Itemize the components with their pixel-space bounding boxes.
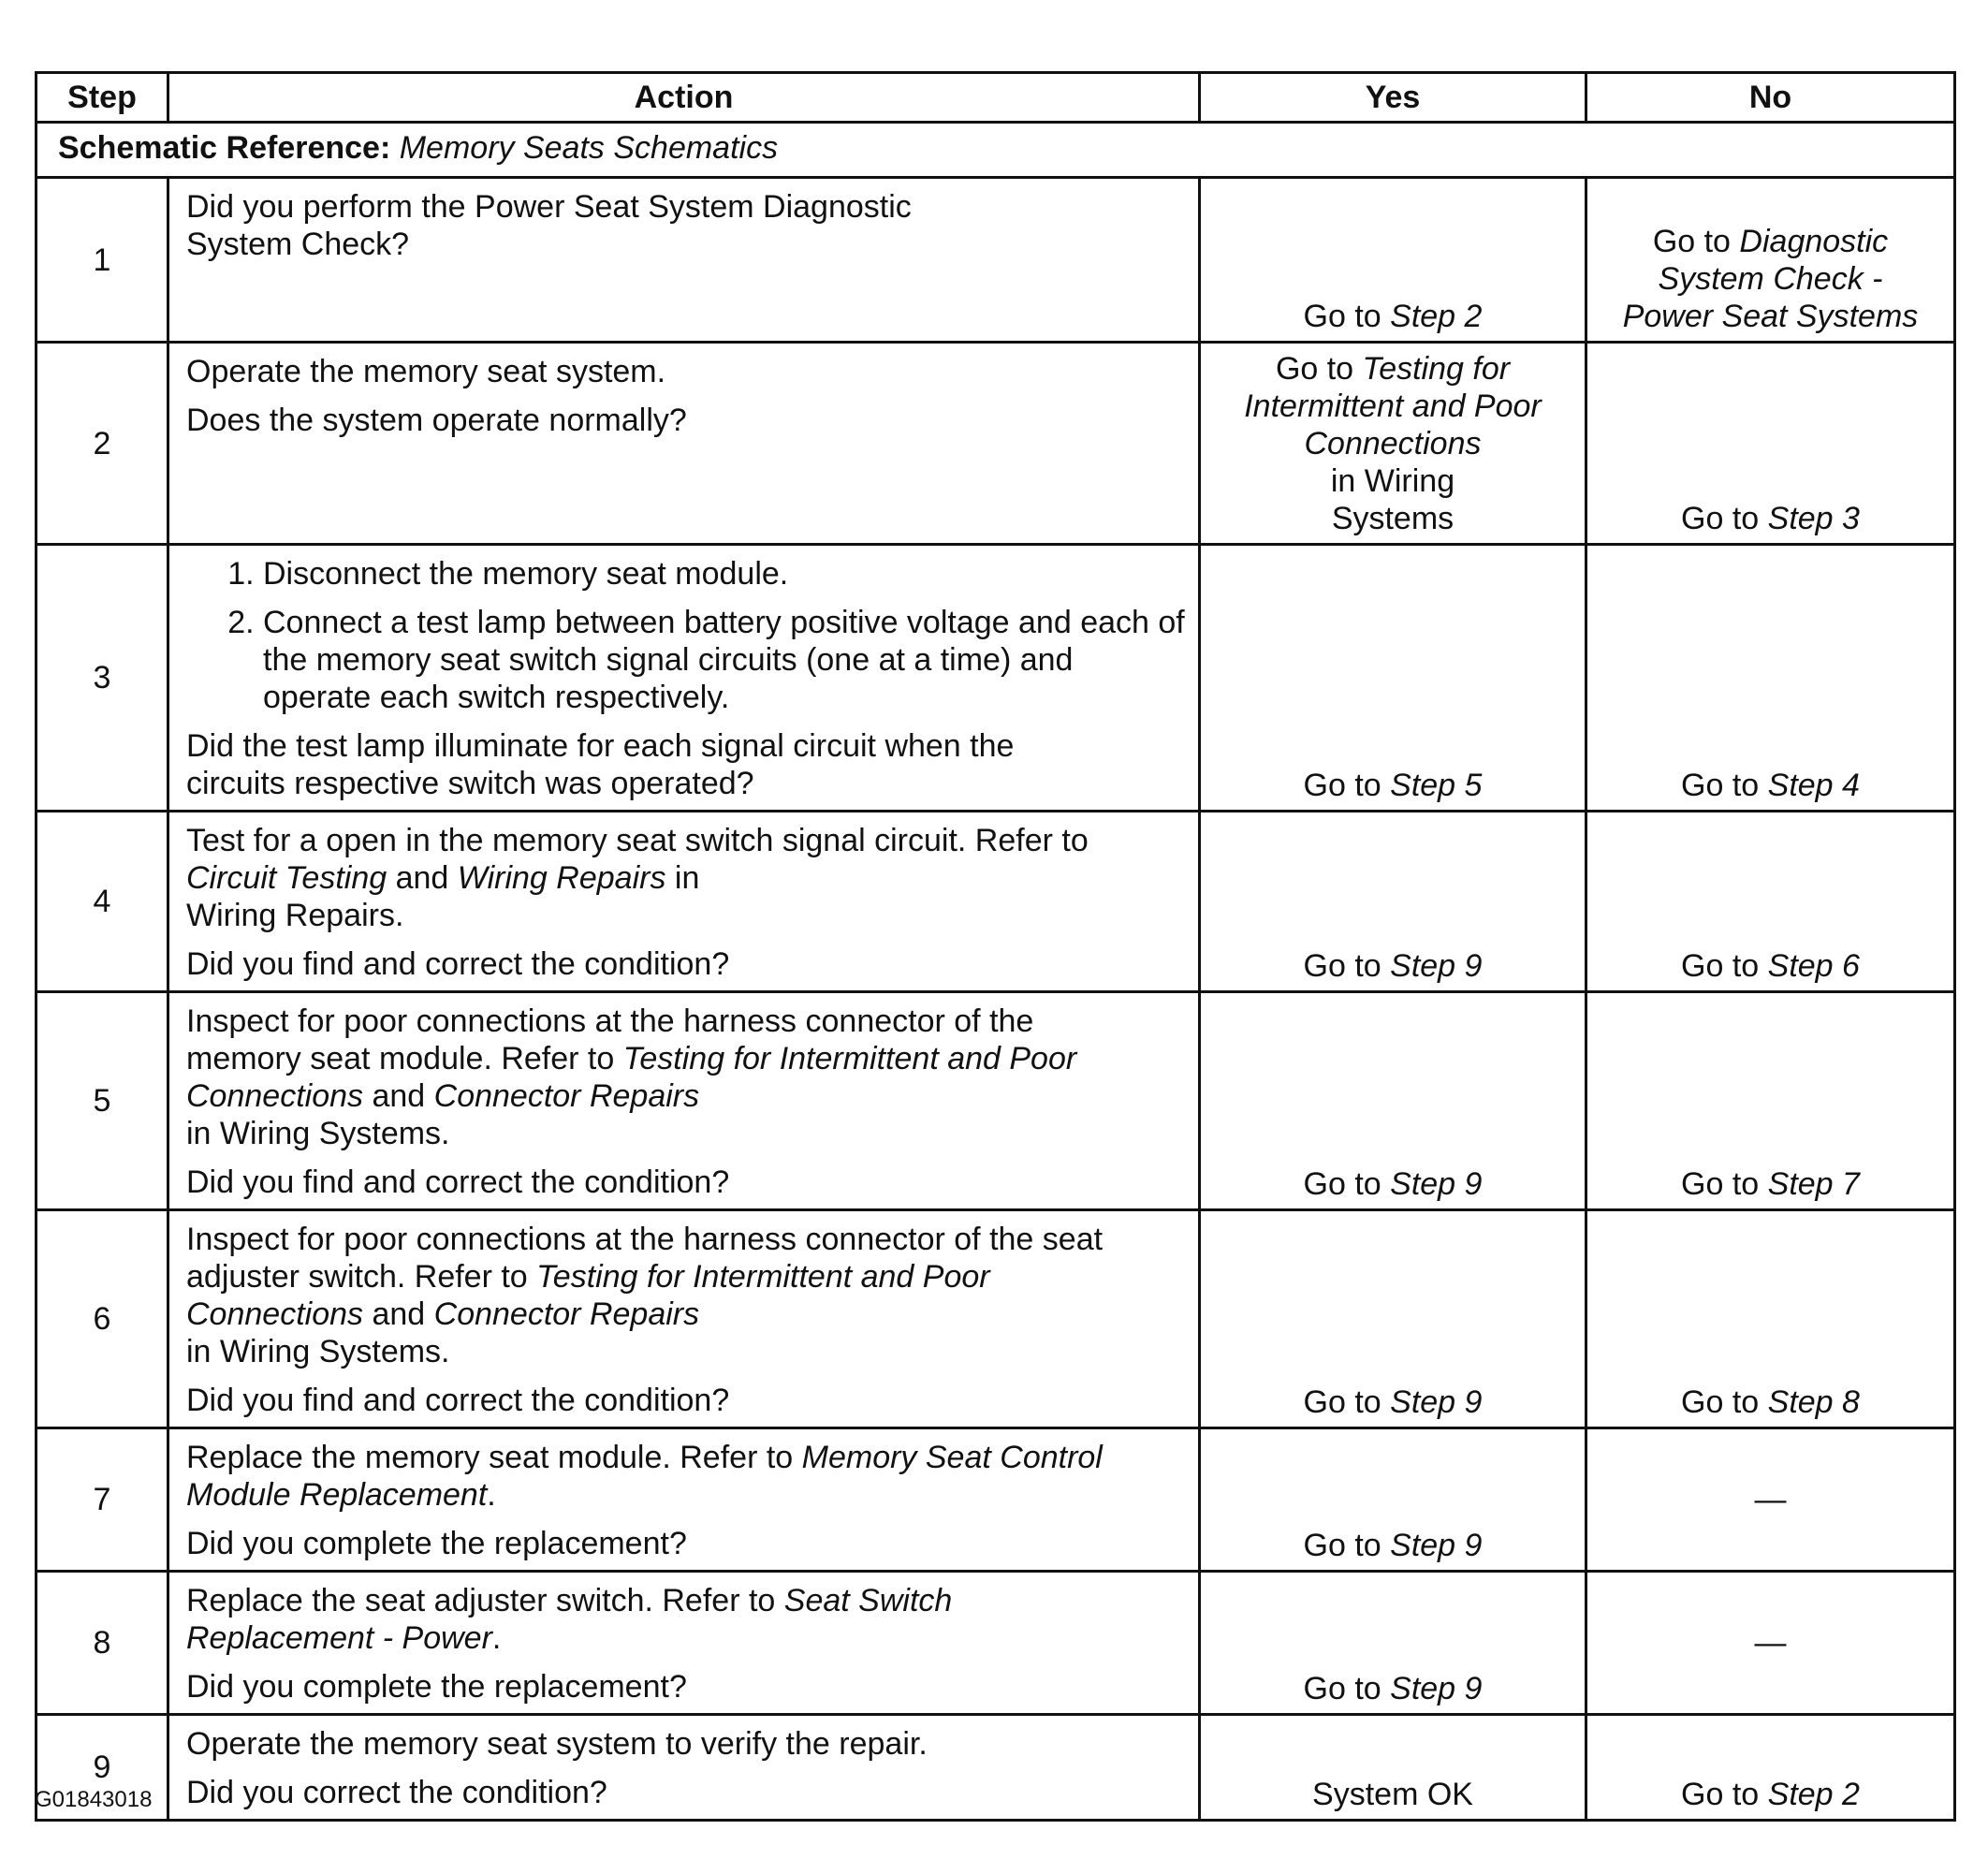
yes-link[interactable]: Intermittent and Poor bbox=[1244, 388, 1542, 424]
action-paragraph bbox=[186, 402, 1185, 439]
action-link[interactable]: Testing for Intermittent and Poor bbox=[536, 1259, 990, 1295]
no-result bbox=[1586, 1210, 1955, 1428]
action-text: Did you find and correct the condition? bbox=[186, 946, 730, 982]
action-paragraph bbox=[186, 727, 1185, 802]
yes-link[interactable]: Testing for bbox=[1362, 351, 1511, 387]
action-text: Disconnect the memory seat module. bbox=[263, 556, 789, 592]
yes-text: Go to bbox=[1303, 299, 1391, 334]
schematic-reference-link[interactable]: Memory Seats Schematics bbox=[399, 130, 779, 166]
yes-text: Go to bbox=[1303, 768, 1391, 803]
action-substep bbox=[263, 555, 1185, 593]
yes-link[interactable]: Step 9 bbox=[1390, 1528, 1483, 1563]
step-number: 3 bbox=[37, 545, 168, 812]
action-link[interactable]: Module Replacement bbox=[186, 1477, 488, 1513]
yes-link[interactable]: Step 9 bbox=[1390, 948, 1483, 984]
action-link[interactable]: Replacement - Power bbox=[186, 1620, 492, 1656]
action-text: Did you perform the Power Seat System Diagnostic bbox=[186, 189, 912, 225]
yes-text: Go to bbox=[1303, 948, 1391, 984]
action-text: Did you find and correct the condition? bbox=[186, 1383, 730, 1418]
action-text: System Check? bbox=[186, 227, 410, 262]
schematic-reference bbox=[37, 123, 1955, 178]
no-text: Go to bbox=[1681, 1166, 1768, 1202]
step-row bbox=[37, 343, 1955, 545]
step-action bbox=[168, 1572, 1200, 1715]
step-action bbox=[168, 1428, 1200, 1572]
no-result-dash: — bbox=[1754, 1482, 1787, 1517]
yes-link[interactable]: Step 5 bbox=[1390, 768, 1483, 803]
yes-text: Go to bbox=[1303, 1671, 1391, 1706]
step-row bbox=[37, 812, 1955, 992]
yes-link[interactable]: Connections bbox=[1304, 426, 1482, 461]
action-text: Replace the memory seat module. Refer to bbox=[186, 1440, 802, 1475]
step-row bbox=[37, 992, 1955, 1210]
step-number: 1 bbox=[37, 178, 168, 343]
step-number: 4 bbox=[37, 812, 168, 992]
action-paragraph bbox=[186, 822, 1185, 934]
action-text: circuits respective switch was operated? bbox=[186, 766, 754, 801]
action-link[interactable]: Circuit Testing bbox=[186, 860, 387, 896]
step-number: 6 bbox=[37, 1210, 168, 1428]
action-paragraph bbox=[186, 1725, 1185, 1763]
no-result bbox=[1586, 992, 1955, 1210]
action-text: Did you find and correct the condition? bbox=[186, 1164, 730, 1200]
action-paragraph bbox=[186, 1525, 1185, 1562]
yes-text: Go to bbox=[1303, 1384, 1391, 1420]
action-paragraph bbox=[186, 1382, 1185, 1419]
diagnostic-table bbox=[35, 71, 1956, 1822]
no-link[interactable]: Diagnostic bbox=[1739, 224, 1889, 259]
no-result-text bbox=[1587, 223, 1953, 335]
action-text: in Wiring Systems. bbox=[186, 1334, 450, 1369]
action-substep bbox=[263, 604, 1185, 716]
no-result-text bbox=[1587, 500, 1953, 537]
action-paragraph bbox=[186, 353, 1185, 390]
yes-text: Go to bbox=[1303, 1528, 1391, 1563]
header-row bbox=[37, 73, 1955, 123]
step-action bbox=[168, 992, 1200, 1210]
no-result-text bbox=[1587, 1165, 1953, 1203]
action-link[interactable]: Connector Repairs bbox=[433, 1296, 700, 1332]
yes-link[interactable]: Step 9 bbox=[1390, 1384, 1483, 1420]
action-text: Did you complete the replacement? bbox=[186, 1669, 687, 1705]
no-text: Go to bbox=[1652, 224, 1740, 259]
step-row bbox=[37, 178, 1955, 343]
yes-text: Systems bbox=[1331, 501, 1454, 536]
step-row bbox=[37, 1715, 1955, 1821]
header-step: Step bbox=[37, 73, 168, 123]
action-text: and bbox=[363, 1078, 434, 1114]
action-text: Operate the memory seat system to verify the repair. bbox=[186, 1726, 928, 1762]
step-row bbox=[37, 1210, 1955, 1428]
schematic-reference-row bbox=[37, 123, 1955, 178]
no-result bbox=[1586, 1715, 1955, 1821]
yes-result bbox=[1200, 1715, 1586, 1821]
step-number: 7 bbox=[37, 1428, 168, 1572]
no-result-text bbox=[1587, 1776, 1953, 1813]
step-action bbox=[168, 1210, 1200, 1428]
no-result-dash: — bbox=[1754, 1625, 1787, 1661]
header-action: Action bbox=[168, 73, 1200, 123]
action-text: Operate the memory seat system. bbox=[186, 354, 666, 389]
action-text: Replace the seat adjuster switch. Refer to bbox=[186, 1583, 784, 1618]
header-yes: Yes bbox=[1200, 73, 1586, 123]
action-text: in Wiring Systems. bbox=[186, 1116, 450, 1151]
action-text: and bbox=[363, 1296, 434, 1332]
yes-result-text bbox=[1201, 350, 1585, 537]
schematic-reference-label: Schematic Reference: bbox=[58, 130, 391, 166]
step-action bbox=[168, 545, 1200, 812]
action-text: . bbox=[487, 1477, 496, 1513]
yes-result-text bbox=[1201, 767, 1585, 804]
no-result bbox=[1586, 1572, 1955, 1715]
action-paragraph bbox=[186, 1439, 1185, 1514]
action-text: Inspect for poor connections at the harness connector of the seat bbox=[186, 1222, 1104, 1257]
yes-result-text bbox=[1201, 1776, 1585, 1813]
action-text: Did you correct the condition? bbox=[186, 1775, 607, 1810]
no-link[interactable]: Power Seat Systems bbox=[1622, 299, 1919, 334]
yes-result bbox=[1200, 178, 1586, 343]
action-text: in bbox=[665, 860, 700, 896]
yes-text: in Wiring bbox=[1330, 463, 1455, 499]
yes-result bbox=[1200, 343, 1586, 545]
no-result-text bbox=[1587, 767, 1953, 804]
no-link[interactable]: Step 4 bbox=[1767, 768, 1860, 803]
figure-id: G01843018 bbox=[35, 1787, 153, 1812]
action-paragraph bbox=[186, 1221, 1185, 1370]
action-text: Wiring Repairs. bbox=[186, 898, 404, 933]
no-link[interactable]: Step 8 bbox=[1767, 1384, 1860, 1420]
yes-result bbox=[1200, 1428, 1586, 1572]
yes-result-text bbox=[1201, 298, 1585, 335]
yes-result bbox=[1200, 1572, 1586, 1715]
action-text: Inspect for poor connections at the harness connector of the bbox=[186, 1003, 1034, 1039]
no-link[interactable]: Step 2 bbox=[1767, 1777, 1860, 1812]
yes-result-text bbox=[1201, 1527, 1585, 1564]
action-text: Does the system operate normally? bbox=[186, 403, 687, 438]
step-action bbox=[168, 343, 1200, 545]
action-text: Did you complete the replacement? bbox=[186, 1526, 687, 1561]
step-row bbox=[37, 1428, 1955, 1572]
yes-result bbox=[1200, 545, 1586, 812]
no-text: Go to bbox=[1681, 1777, 1768, 1812]
action-text: Connect a test lamp between battery positive voltage and each of the memory seat switch signal circuits (one at a time) and operate each switch respectively. bbox=[263, 605, 1185, 715]
yes-result-text bbox=[1201, 947, 1585, 985]
yes-result-text bbox=[1201, 1670, 1585, 1707]
action-paragraph bbox=[186, 1003, 1185, 1152]
action-paragraph bbox=[186, 1164, 1185, 1201]
action-paragraph bbox=[186, 1774, 1185, 1811]
yes-result bbox=[1200, 1210, 1586, 1428]
step-number: 9 bbox=[37, 1715, 168, 1821]
action-link[interactable]: Testing for Intermittent and Poor bbox=[622, 1041, 1077, 1076]
action-paragraph bbox=[186, 1668, 1185, 1706]
no-text: Go to bbox=[1681, 1384, 1768, 1420]
no-link[interactable]: Step 3 bbox=[1767, 501, 1860, 536]
action-link[interactable]: Connections bbox=[186, 1296, 364, 1332]
no-text: Go to bbox=[1681, 501, 1768, 536]
action-link[interactable]: Memory Seat Control bbox=[801, 1440, 1103, 1475]
action-text: and bbox=[387, 860, 458, 896]
action-substeps bbox=[186, 555, 1185, 716]
step-row bbox=[37, 1572, 1955, 1715]
no-result bbox=[1586, 545, 1955, 812]
yes-result bbox=[1200, 992, 1586, 1210]
action-text: Did the test lamp illuminate for each signal circuit when the bbox=[186, 728, 1015, 764]
no-result-text bbox=[1587, 1384, 1953, 1421]
action-link[interactable]: Seat Switch bbox=[783, 1583, 953, 1618]
no-text: Go to bbox=[1681, 768, 1768, 803]
step-number: 2 bbox=[37, 343, 168, 545]
yes-result bbox=[1200, 812, 1586, 992]
yes-result-text bbox=[1201, 1165, 1585, 1203]
action-link[interactable]: Connections bbox=[186, 1078, 364, 1114]
action-link[interactable]: Connector Repairs bbox=[433, 1078, 700, 1114]
no-link[interactable]: Step 7 bbox=[1767, 1166, 1860, 1202]
no-result bbox=[1586, 178, 1955, 343]
step-action bbox=[168, 178, 1200, 343]
no-text: Go to bbox=[1681, 948, 1768, 984]
no-result-text bbox=[1587, 947, 1953, 985]
action-paragraph bbox=[186, 945, 1185, 983]
yes-text: Go to bbox=[1275, 351, 1363, 387]
step-action bbox=[168, 812, 1200, 992]
step-action bbox=[168, 1715, 1200, 1821]
yes-text: System OK bbox=[1312, 1777, 1473, 1812]
step-number: 5 bbox=[37, 992, 168, 1210]
action-text: memory seat module. Refer to bbox=[186, 1041, 623, 1076]
no-link[interactable]: Step 6 bbox=[1767, 948, 1860, 984]
action-link[interactable]: Wiring Repairs bbox=[457, 860, 666, 896]
yes-link[interactable]: Step 9 bbox=[1390, 1671, 1483, 1706]
step-number: 8 bbox=[37, 1572, 168, 1715]
step-row bbox=[37, 545, 1955, 812]
yes-text: Go to bbox=[1303, 1166, 1391, 1202]
yes-link[interactable]: Step 9 bbox=[1390, 1166, 1483, 1202]
no-link[interactable]: System Check - bbox=[1658, 261, 1883, 297]
yes-result-text bbox=[1201, 1384, 1585, 1421]
yes-link[interactable]: Step 2 bbox=[1390, 299, 1483, 334]
action-text: . bbox=[491, 1620, 502, 1656]
header-no: No bbox=[1586, 73, 1955, 123]
action-paragraph bbox=[186, 1582, 1185, 1657]
no-result bbox=[1586, 1428, 1955, 1572]
no-result bbox=[1586, 343, 1955, 545]
no-result bbox=[1586, 812, 1955, 992]
action-text: Test for a open in the memory seat switch signal circuit. Refer to bbox=[186, 823, 1089, 858]
action-text: adjuster switch. Refer to bbox=[186, 1259, 537, 1295]
action-paragraph bbox=[186, 188, 1185, 263]
